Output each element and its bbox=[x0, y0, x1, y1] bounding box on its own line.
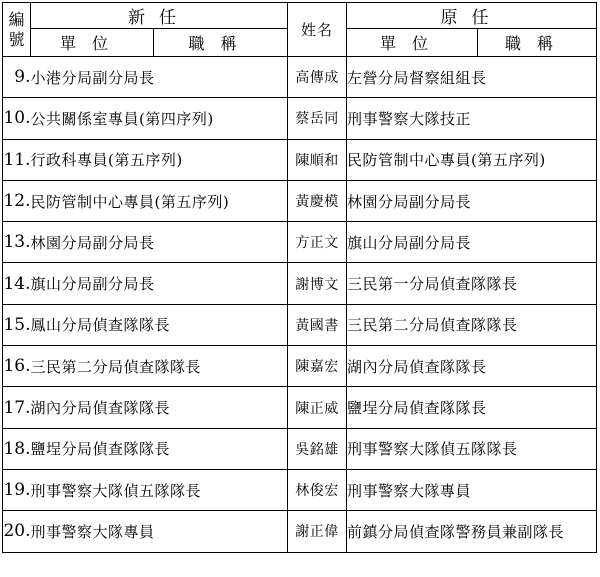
new-position: 小港分局副分局長 bbox=[31, 57, 288, 98]
number-label-bottom: 號 bbox=[8, 29, 25, 49]
table-row bbox=[3, 222, 597, 263]
table-row bbox=[3, 263, 597, 304]
new-title-header: 職稱 bbox=[154, 29, 288, 57]
table-row bbox=[3, 98, 597, 139]
original-position: 前鎮分局偵查隊警務員兼副隊長 bbox=[347, 511, 597, 552]
table-row bbox=[3, 139, 597, 180]
row-number: 13. bbox=[3, 222, 31, 263]
row-number: 12. bbox=[3, 180, 31, 221]
original-position: 刑事警察大隊偵五隊隊長 bbox=[347, 428, 597, 469]
original-position: 刑事警察大隊專員 bbox=[347, 469, 597, 510]
new-position: 公共關係室專員(第四序列) bbox=[31, 98, 288, 139]
row-number: 16. bbox=[3, 346, 31, 387]
table-row bbox=[3, 428, 597, 469]
new-position: 鳳山分局偵查隊隊長 bbox=[31, 304, 288, 345]
person-name: 黃慶模 bbox=[288, 180, 347, 221]
original-position: 三民第一分局偵查隊隊長 bbox=[347, 263, 597, 304]
new-position: 行政科專員(第五序列) bbox=[31, 139, 288, 180]
row-number: 15. bbox=[3, 304, 31, 345]
number-label-top: 編 bbox=[8, 9, 25, 29]
new-position: 鹽埕分局偵查隊隊長 bbox=[31, 428, 288, 469]
person-name: 陳正威 bbox=[288, 387, 347, 428]
table-row bbox=[3, 511, 597, 552]
old-title-header: 職稱 bbox=[478, 29, 597, 57]
row-number: 17. bbox=[3, 387, 31, 428]
row-number: 10. bbox=[3, 98, 31, 139]
header-row-top bbox=[3, 3, 597, 29]
person-name: 黃國書 bbox=[288, 304, 347, 345]
original-position: 湖內分局偵查隊隊長 bbox=[347, 346, 597, 387]
new-position: 刑事警察大隊專員 bbox=[31, 511, 288, 552]
person-name: 陳嘉宏 bbox=[288, 346, 347, 387]
original-assignment-header: 原任 bbox=[347, 3, 597, 29]
row-number: 9. bbox=[3, 57, 31, 98]
table-row bbox=[3, 387, 597, 428]
row-number: 11. bbox=[3, 139, 31, 180]
row-number: 20. bbox=[3, 511, 31, 552]
new-position: 旗山分局副分局長 bbox=[31, 263, 288, 304]
person-name: 高傳成 bbox=[288, 57, 347, 98]
table-row bbox=[3, 346, 597, 387]
original-position: 三民第二分局偵查隊隊長 bbox=[347, 304, 597, 345]
new-position: 刑事警察大隊偵五隊隊長 bbox=[31, 469, 288, 510]
new-position: 民防管制中心專員(第五序列) bbox=[31, 180, 288, 221]
row-number: 14. bbox=[3, 263, 31, 304]
original-position: 刑事警察大隊技正 bbox=[347, 98, 597, 139]
table-row bbox=[3, 180, 597, 221]
person-name: 謝正偉 bbox=[288, 511, 347, 552]
table-header bbox=[3, 3, 597, 57]
original-position: 旗山分局副分局長 bbox=[347, 222, 597, 263]
table-row bbox=[3, 469, 597, 510]
original-position: 民防管制中心專員(第五序列) bbox=[347, 139, 597, 180]
number-column-header bbox=[3, 3, 31, 57]
new-position: 三民第二分局偵查隊隊長 bbox=[31, 346, 288, 387]
person-name: 林俊宏 bbox=[288, 469, 347, 510]
table-row bbox=[3, 57, 597, 98]
new-position: 林園分局副分局長 bbox=[31, 222, 288, 263]
row-number: 19. bbox=[3, 469, 31, 510]
new-position: 湖內分局偵查隊隊長 bbox=[31, 387, 288, 428]
new-assignment-header: 新任 bbox=[31, 3, 288, 29]
person-name: 陳順和 bbox=[288, 139, 347, 180]
table-body bbox=[3, 57, 597, 553]
row-number: 18. bbox=[3, 428, 31, 469]
new-unit-header: 單位 bbox=[31, 29, 154, 57]
person-name: 謝博文 bbox=[288, 263, 347, 304]
person-name: 吳銘雄 bbox=[288, 428, 347, 469]
person-name: 方正文 bbox=[288, 222, 347, 263]
table-row bbox=[3, 304, 597, 345]
original-position: 左營分局督察組組長 bbox=[347, 57, 597, 98]
transfer-table bbox=[2, 2, 597, 553]
original-position: 林園分局副分局長 bbox=[347, 180, 597, 221]
name-column-header: 姓名 bbox=[288, 3, 347, 57]
old-unit-header: 單位 bbox=[347, 29, 478, 57]
original-position: 鹽埕分局偵查隊隊長 bbox=[347, 387, 597, 428]
person-name: 蔡岳同 bbox=[288, 98, 347, 139]
